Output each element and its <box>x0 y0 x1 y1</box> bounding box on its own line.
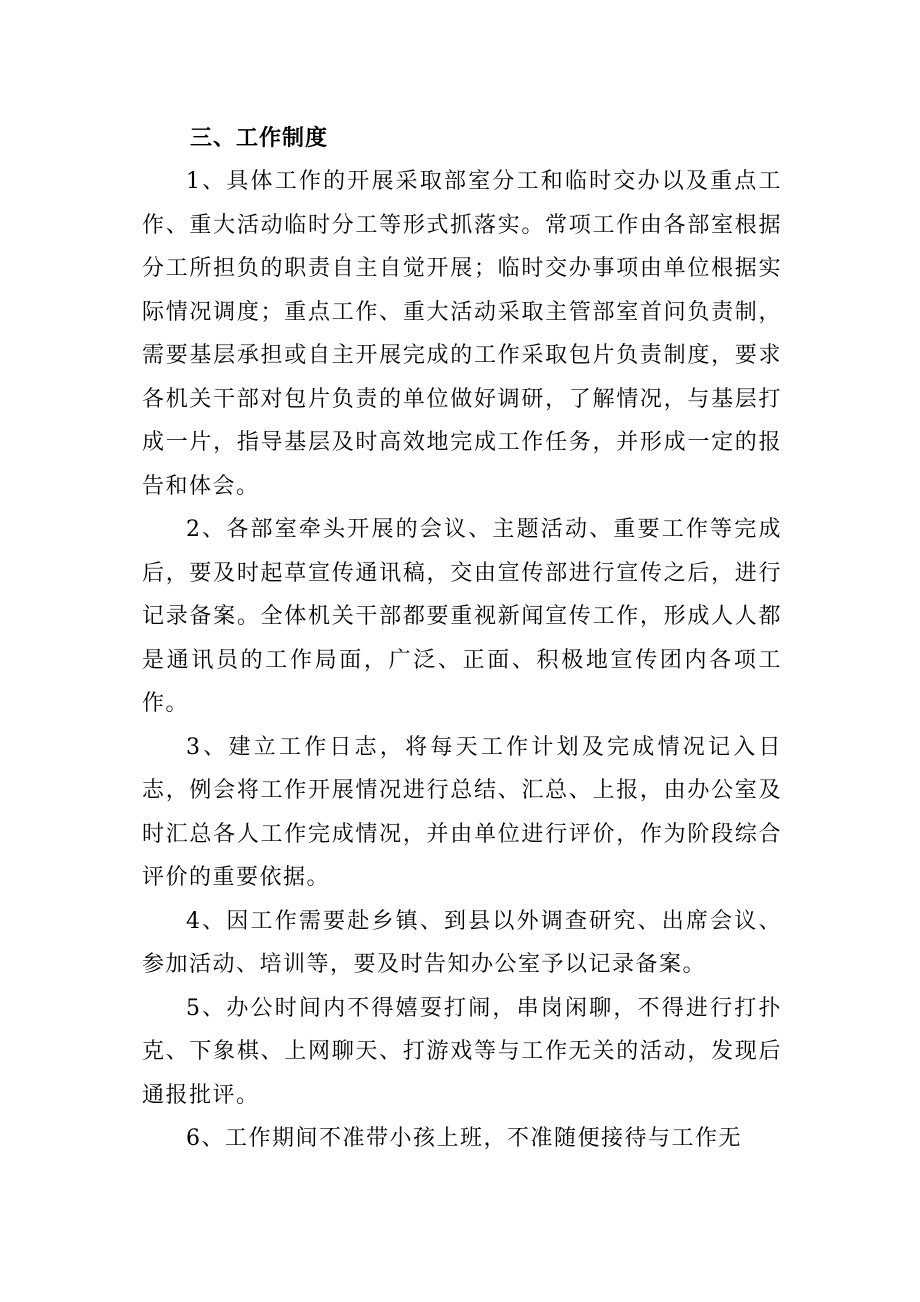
paragraph-2: 2、各部室牵头开展的会议、主题活动、重要工作等完成后，要及时起草宣传通讯稿，交由宣传部进行宣传之后，进行记录备案。全体机关干部都要重视新闻宣传工作，形成人人都是通讯员的工作局面，广泛、正面、积极地宣传团内各项工作。 <box>142 517 782 716</box>
paragraph-4: 4、因工作需要赴乡镇、到县以外调查研究、出席会议、参加活动、培训等，要及时告知办公室予以记录备案。 <box>142 908 782 977</box>
paragraph-1: 1、具体工作的开展采取部室分工和临时交办以及重点工作、重大活动临时分工等形式抓落实。常项工作由各部室根据分工所担负的职责自主自觉开展；临时交办事项由单位根据实际情况调度；重点工作、重大活动采取主管部室首问负责制，需要基层承担或自主开展完成的工作采取包片负责制度，要求各机关干部对包片负责的单位做好调研，了解情况，与基层打成一片，指导基层及时高效地完成工作任务，并形成一定的报告和体会。 <box>142 169 782 499</box>
paragraph-3: 3、建立工作日志，将每天工作计划及完成情况记入日志，例会将工作开展情况进行总结、汇总、上报，由办公室及时汇总各人工作完成情况，并由单位进行评价，作为阶段综合评价的重要依据。 <box>142 734 782 890</box>
paragraph-5: 5、办公时间内不得嬉耍打闹，串岗闲聊，不得进行打扑克、下象棋、上网聊天、打游戏等与工作无关的活动，发现后通报批评。 <box>142 995 782 1108</box>
document-body <box>142 116 782 1161</box>
section-heading: 三、工作制度 <box>190 125 329 151</box>
paragraph-6: 6、工作期间不准带小孩上班，不准随便接待与工作无 <box>186 1126 742 1151</box>
